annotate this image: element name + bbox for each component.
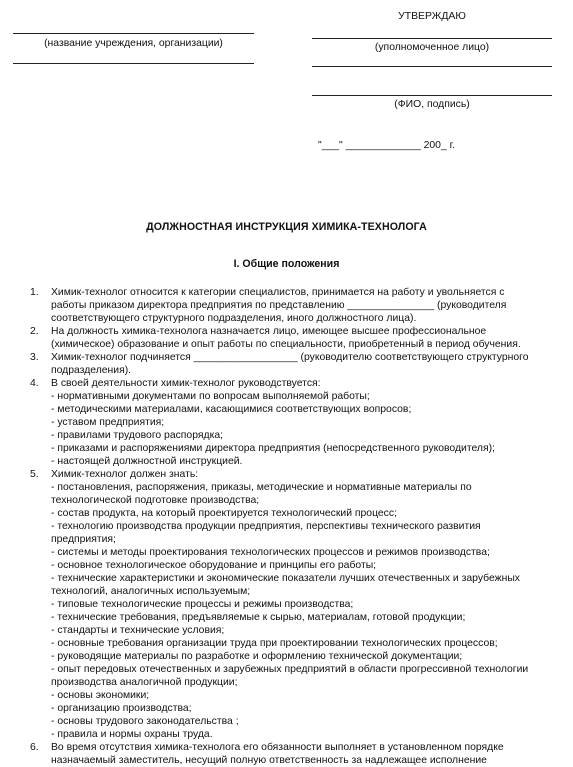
date-line: "___" _____________ 200_ г. [318, 140, 456, 151]
list-item-line: Химик-технолог должен знать: [51, 469, 199, 480]
list-item-number: 1. [30, 287, 39, 298]
list-item [30, 741, 565, 767]
list-item-line: - правила и нормы охраны труда. [51, 729, 213, 740]
authorized-caption: (уполномоченное лицо) [374, 42, 490, 53]
list-item-line: - состав продукта, на который проектируется технологический процесс; [51, 508, 397, 519]
list-item-line: - руководящие материалы по разработке и оформлению технической документации; [51, 651, 463, 662]
list-item-line: - основы трудового законодательства ; [51, 716, 239, 727]
list-item [30, 351, 565, 377]
list-item-line: - стандарты и технические условия; [51, 625, 225, 636]
institution-caption: (название учреждения, организации) [44, 38, 223, 49]
list-item-line: - основные требования организации труда при проектировании технологических процессов; [51, 638, 498, 649]
list-item-number: 5. [30, 469, 39, 480]
list-item-line: Химик-технолог подчиняется __________________ (руководителю соответствующего структурного [51, 352, 529, 363]
document-title: ДОЛЖНОСТНАЯ ИНСТРУКЦИЯ ХИМИКА-ТЕХНОЛОГА [146, 221, 427, 233]
institution-line [13, 33, 254, 34]
list-item-line: - технические характеристики и экономические показатели лучших отечественных и зарубежных [51, 573, 520, 584]
list-item-line: - правилами трудового распорядка; [51, 430, 224, 441]
list-item-line: предприятия; [51, 534, 116, 545]
list-item [30, 325, 565, 351]
authorized-line [312, 38, 552, 39]
list-item-line: назначаемый заместитель, несущий полную ответственность за надлежащее исполнение [51, 755, 487, 766]
list-item-number: 6. [30, 742, 39, 753]
list-item-number: 2. [30, 326, 39, 337]
list-item-line: В своей деятельности химик-технолог руководствуется: [51, 378, 321, 389]
list-item-line: Химик-технолог относится к категории специалистов, принимается на работу и увольняется с [51, 287, 505, 298]
authorized-line-2 [312, 66, 552, 67]
list-item-line: - основное технологическое оборудование и принципы его работы; [51, 560, 377, 571]
list-item-line: - методическими материалами, касающимися соответствующих вопросов; [51, 404, 412, 415]
list-item-line: - технические требования, предъявляемые к сырью, материалам, готовой продукции; [51, 612, 466, 623]
approve-heading: УТВЕРЖДАЮ [398, 11, 466, 22]
list-item [30, 468, 565, 741]
list-item-line: - постановления, распоряжения, приказы, методические и нормативные материалы по [51, 482, 472, 493]
list-item [30, 286, 565, 325]
list-item-line: работы приказом директора предприятия по представлению _______________ (руководителя [51, 300, 507, 311]
list-item-line: технологий, аналогичных используемым; [51, 586, 251, 597]
list-item [30, 377, 565, 468]
provisions-list [30, 286, 565, 767]
list-item-line: технологической подготовке производства; [51, 495, 260, 506]
list-item-line: подразделения). [51, 365, 132, 376]
list-item-line: - типовые технологические процессы и режимы производства; [51, 599, 354, 610]
section-title: I. Общие положения [233, 258, 340, 270]
fio-line [312, 95, 552, 96]
list-item-number: 4. [30, 378, 39, 389]
list-item-line: - организацию производства; [51, 703, 192, 714]
list-item-line: производства аналогичной продукции; [51, 677, 238, 688]
list-item-line: На должность химика-технолога назначается лицо, имеющее высшее профессиональное [51, 326, 487, 337]
list-item-line: - приказами и распоряжениями директора предприятия (непосредственного руководителя); [51, 443, 495, 454]
fio-caption: (ФИО, подпись) [394, 99, 470, 110]
list-item-line: - нормативными документами по вопросам выполняемой работы; [51, 391, 370, 402]
list-item-line: соответствующего структурного подразделения, иного должностного лица). [51, 313, 417, 324]
list-item-line: - уставом предприятия; [51, 417, 165, 428]
list-item-line: - опыт передовых отечественных и зарубежных предприятий в области прогрессивной технологии [51, 664, 529, 675]
institution-line-2 [13, 63, 254, 64]
list-item-line: - технологию производства продукции предприятия, перспективы технического развития [51, 521, 481, 532]
list-item-line: - основы экономики; [51, 690, 150, 701]
list-item-line: - системы и методы проектирования технологических процессов и режимов производства; [51, 547, 490, 558]
list-item-line: Во время отсутствия химика-технолога его обязанности выполняет в установленном порядке [51, 742, 504, 753]
list-item-number: 3. [30, 352, 39, 363]
list-item-line: - настоящей должностной инструкцией. [51, 456, 243, 467]
list-item-line: (химическое) образование и опыт работы по специальности, приобретенный в период обучения. [51, 339, 521, 350]
